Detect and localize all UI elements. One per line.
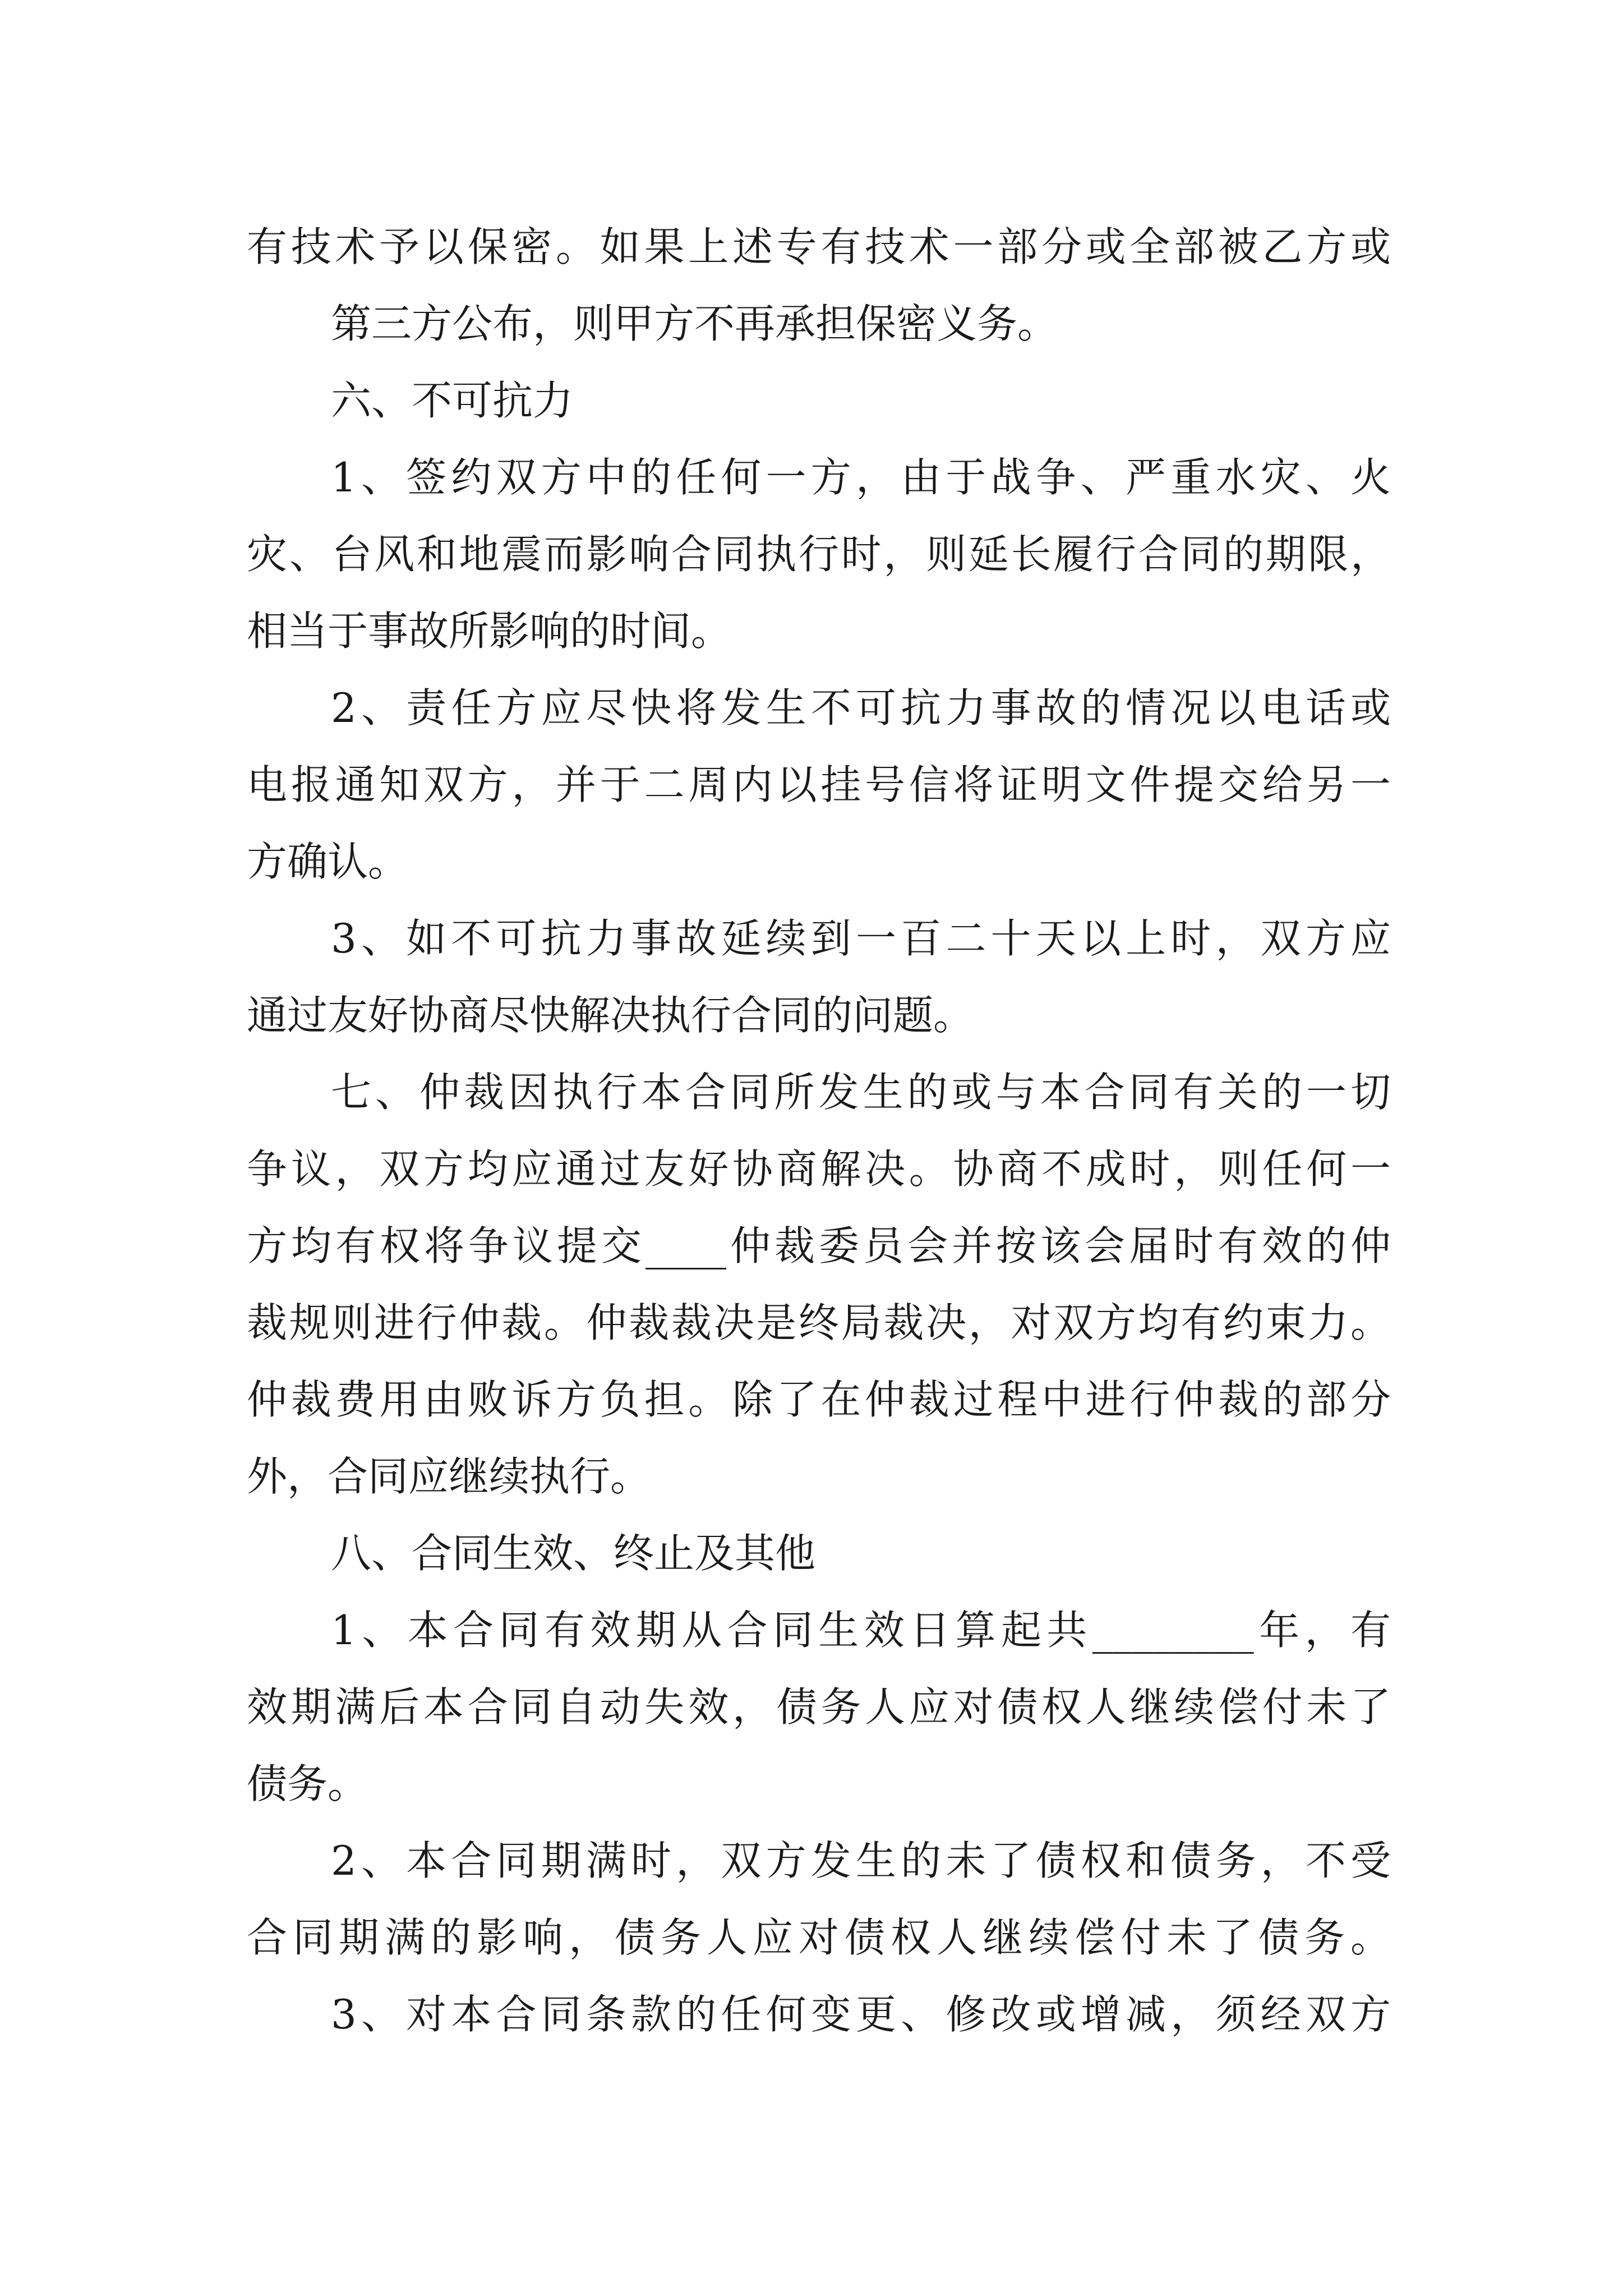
text-line-10: 3、如不可抗力事故延续到一百二十天以上时，双方应	[331, 915, 1391, 962]
text-line-7: 2、责任方应尽快将发生不可抗力事故的情况以电话或	[331, 684, 1391, 731]
text-line-20: 效期满后本合同自动失效，债务人应对债权人继续偿付未了	[247, 1683, 1391, 1731]
section-heading-8: 八、合同生效、终止及其他	[331, 1530, 816, 1577]
text-line-2: 第三方公布，则甲方不再承担保密义务。	[331, 300, 1058, 347]
text-line-22: 2、本合同期满时，双方发生的未了债权和债务，不受	[331, 1837, 1391, 1884]
text-line-1: 有技术予以保密。如果上述专有技术一部分或全部被乙方或	[247, 223, 1391, 270]
section-heading-7: 七、仲裁因执行本合同所发生的或与本合同有关的一切	[331, 1069, 1391, 1116]
text-line-8: 电报通知双方，并于二周内以挂号信将证明文件提交给另一	[247, 761, 1391, 808]
text-line-23: 合同期满的影响，债务人应对债权人继续偿付未了债务。	[247, 1914, 1391, 1961]
text-line-24: 3、对本合同条款的任何变更、修改或增减，须经双方	[331, 1991, 1391, 2038]
text-line-5: 灾、台风和地震而影响合同执行时，则延长履行合同的期限，	[247, 531, 1391, 578]
text-line-4: 1、签约双方中的任何一方，由于战争、严重水灾、火	[331, 454, 1391, 501]
section-heading-6: 六、不可抗力	[331, 377, 574, 424]
text-line-11: 通过友好协商尽快解决执行合同的问题。	[247, 992, 974, 1039]
text-line-14: 方均有权将争议提交____仲裁委员会并按该会届时有效的仲	[247, 1222, 1391, 1269]
text-line-19: 1、本合同有效期从合同生效日算起共________年，有	[331, 1607, 1391, 1654]
text-line-15: 裁规则进行仲裁。仲裁裁决是终局裁决，对双方均有约束力。	[247, 1299, 1391, 1346]
text-line-6: 相当于事故所影响的时间。	[247, 608, 732, 655]
text-line-21: 债务。	[247, 1760, 368, 1807]
text-line-9: 方确认。	[247, 838, 409, 885]
text-line-17: 外，合同应继续执行。	[247, 1453, 651, 1500]
text-line-13: 争议，双方均应通过友好协商解决。协商不成时，则任何一	[247, 1145, 1391, 1193]
text-line-16: 仲裁费用由败诉方负担。除了在仲裁过程中进行仲裁的部分	[247, 1376, 1391, 1423]
